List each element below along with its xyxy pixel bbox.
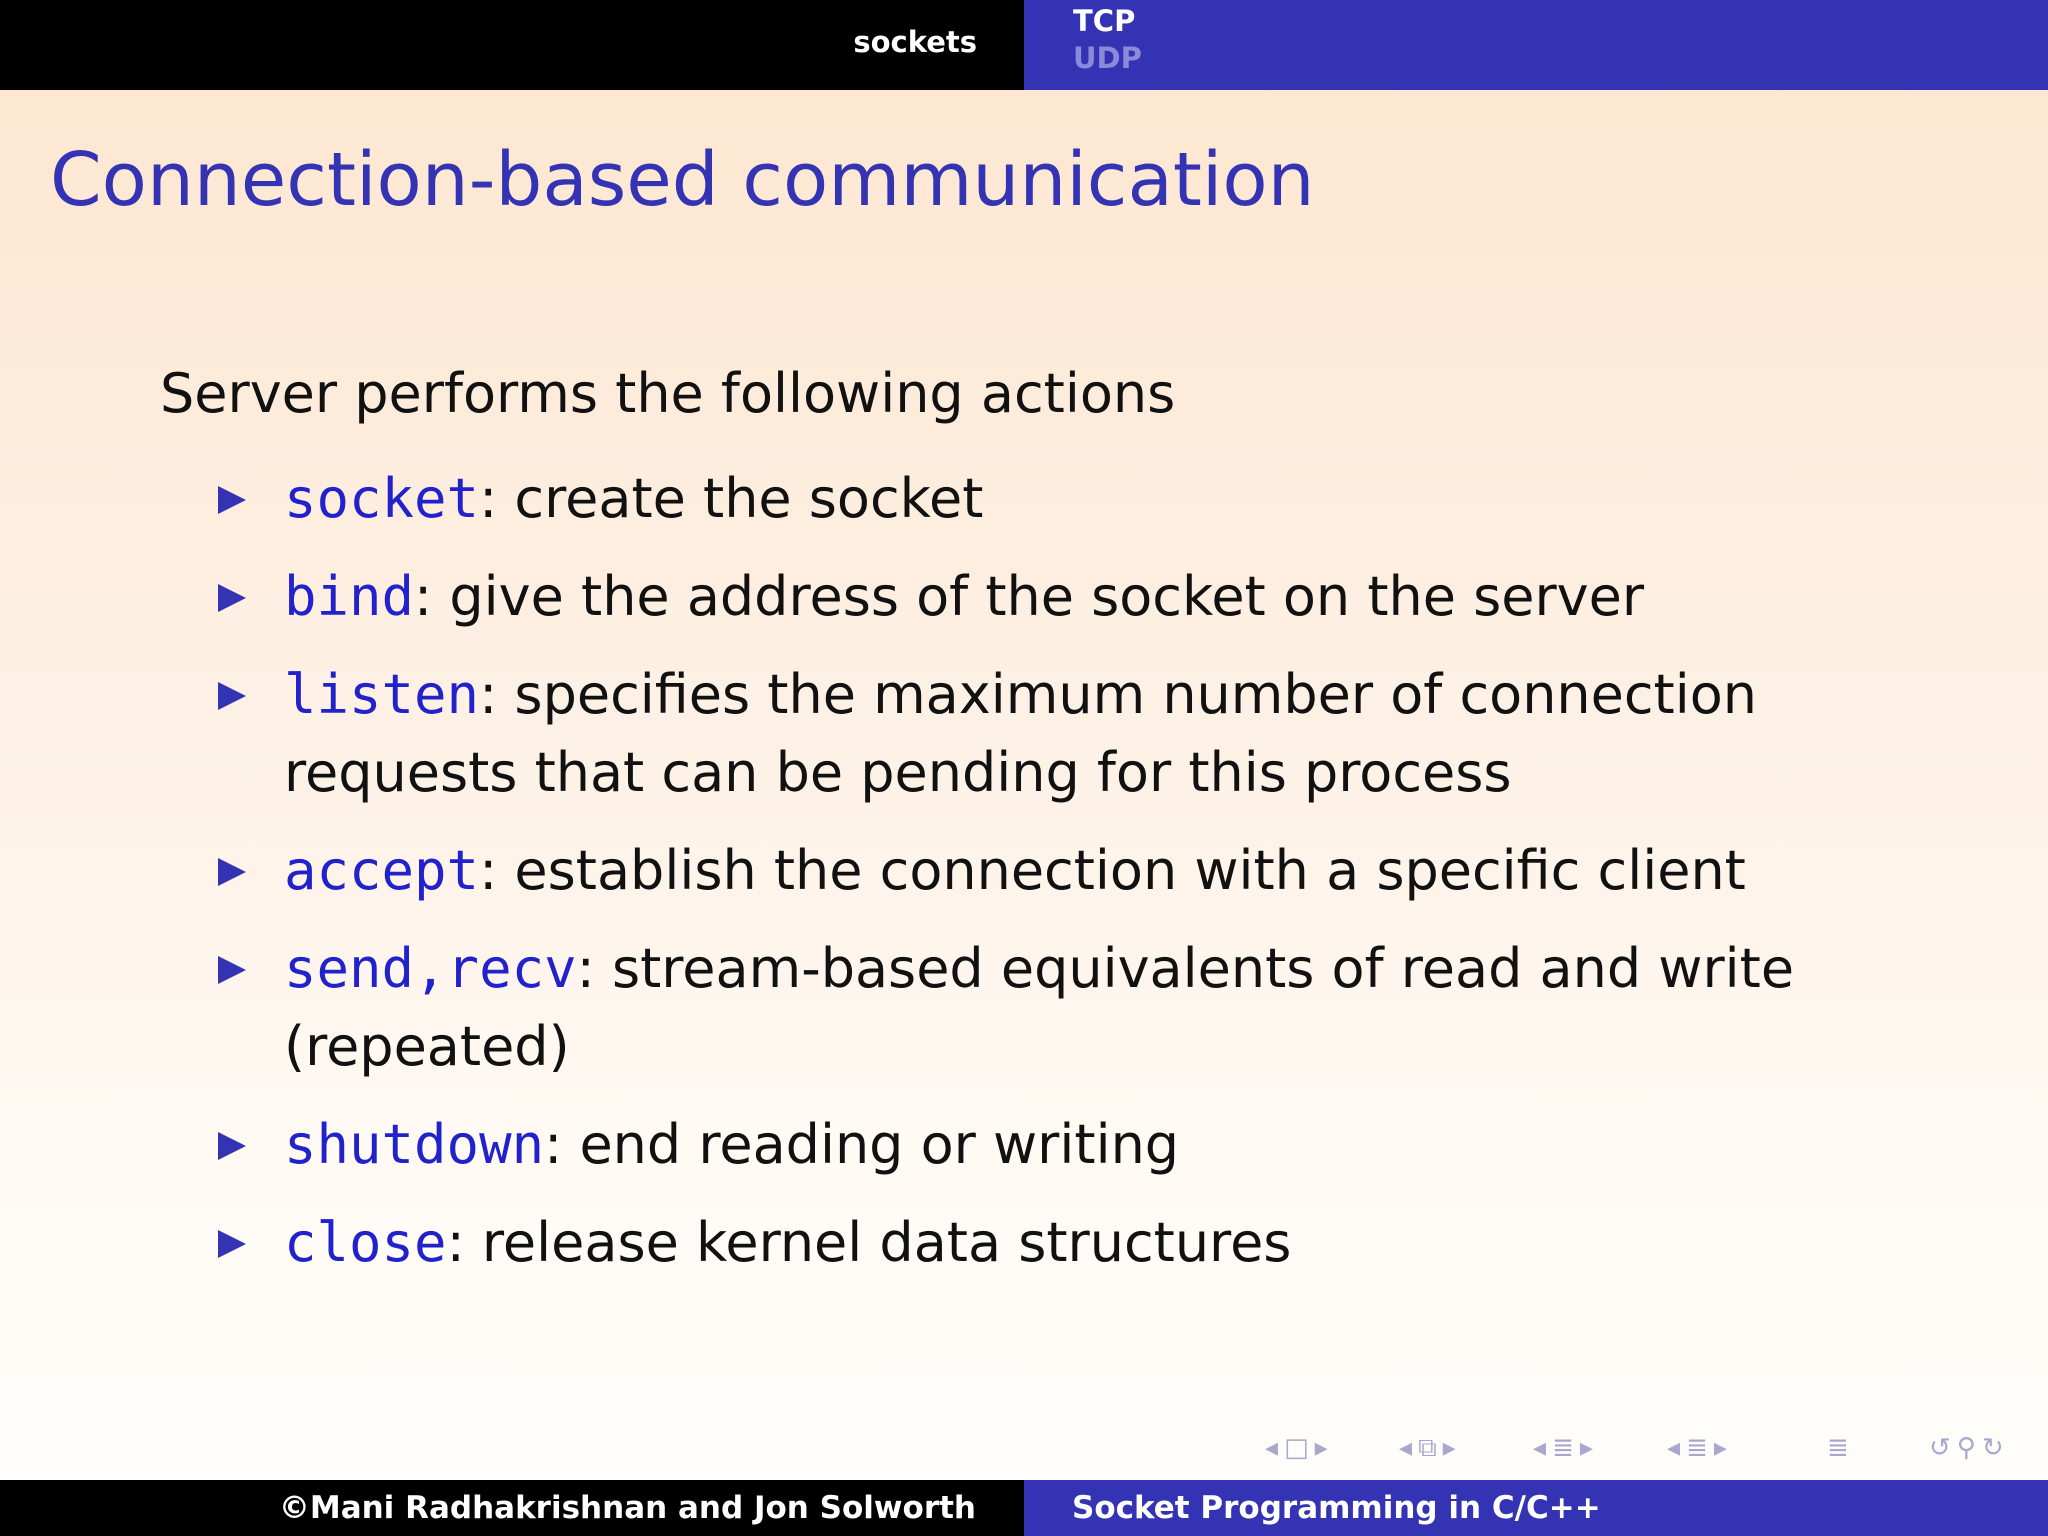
item-text: : stream-based equivalents of read and write (repeated) xyxy=(284,937,1795,1078)
header-section-area xyxy=(0,0,1024,90)
triangle-bullet-icon xyxy=(218,682,246,710)
triangle-bullet-icon xyxy=(218,858,246,886)
item-code: accept xyxy=(284,839,480,902)
item-text: : end reading or writing xyxy=(544,1113,1180,1176)
nav-presentation-icon[interactable]: ◂ ≣ ▸ xyxy=(1667,1433,1727,1463)
item-code: shutdown xyxy=(284,1113,545,1176)
footer-author-area xyxy=(0,1480,1024,1536)
item-text: : give the address of the socket on the server xyxy=(414,565,1645,628)
list-item xyxy=(218,930,1818,1086)
subsection-link-tcp[interactable]: TCP xyxy=(1073,4,1136,38)
item-text: : create the socket xyxy=(479,467,984,530)
item-text: : establish the connection with a specific client xyxy=(479,839,1746,902)
item-code: send,recv xyxy=(284,937,577,1000)
triangle-bullet-icon xyxy=(218,1230,246,1258)
header-bar xyxy=(0,0,2048,90)
item-code: close xyxy=(284,1211,447,1274)
nav-back-search-icon[interactable]: ↺ ⚲ ↻ xyxy=(1929,1433,2004,1463)
section-link-sockets[interactable]: sockets xyxy=(853,25,977,59)
intro-text: Server performs the following actions xyxy=(160,362,1176,425)
footer-author: ©Mani Radhakrishnan and Jon Solworth xyxy=(278,1490,976,1526)
list-item xyxy=(218,460,1818,538)
item-code: bind xyxy=(284,565,415,628)
nav-appendix-icon[interactable]: ≣ xyxy=(1827,1433,1849,1463)
subsection-link-udp[interactable]: UDP xyxy=(1073,41,1142,75)
item-code: listen xyxy=(284,663,480,726)
footer-bar xyxy=(0,1480,2048,1536)
list-item xyxy=(218,832,1818,910)
list-item xyxy=(218,656,1818,812)
triangle-bullet-icon xyxy=(218,956,246,984)
footer-title: Socket Programming in C/C++ xyxy=(1072,1490,1601,1526)
nav-subsection-icon[interactable]: ◂ ⧉ ▸ xyxy=(1399,1433,1456,1463)
triangle-bullet-icon xyxy=(218,1132,246,1160)
triangle-bullet-icon xyxy=(218,486,246,514)
item-text: : release kernel data structures xyxy=(446,1211,1292,1274)
nav-section-icon[interactable]: ◂ ≣ ▸ xyxy=(1533,1433,1593,1463)
list-item xyxy=(218,1106,1818,1184)
list-item xyxy=(218,1204,1818,1282)
header-subsection-area xyxy=(1024,0,2048,90)
item-code: socket xyxy=(284,467,480,530)
list-item xyxy=(218,558,1818,636)
slide-title: Connection-based communication xyxy=(50,137,1315,223)
item-text: : specifies the maximum number of connection requests that can be pending for this process xyxy=(284,663,1757,804)
action-list xyxy=(218,460,1818,1302)
footer-title-area xyxy=(1024,1480,2048,1536)
nav-frame-icon[interactable]: ◂ □ ▸ xyxy=(1265,1433,1328,1463)
triangle-bullet-icon xyxy=(218,584,246,612)
